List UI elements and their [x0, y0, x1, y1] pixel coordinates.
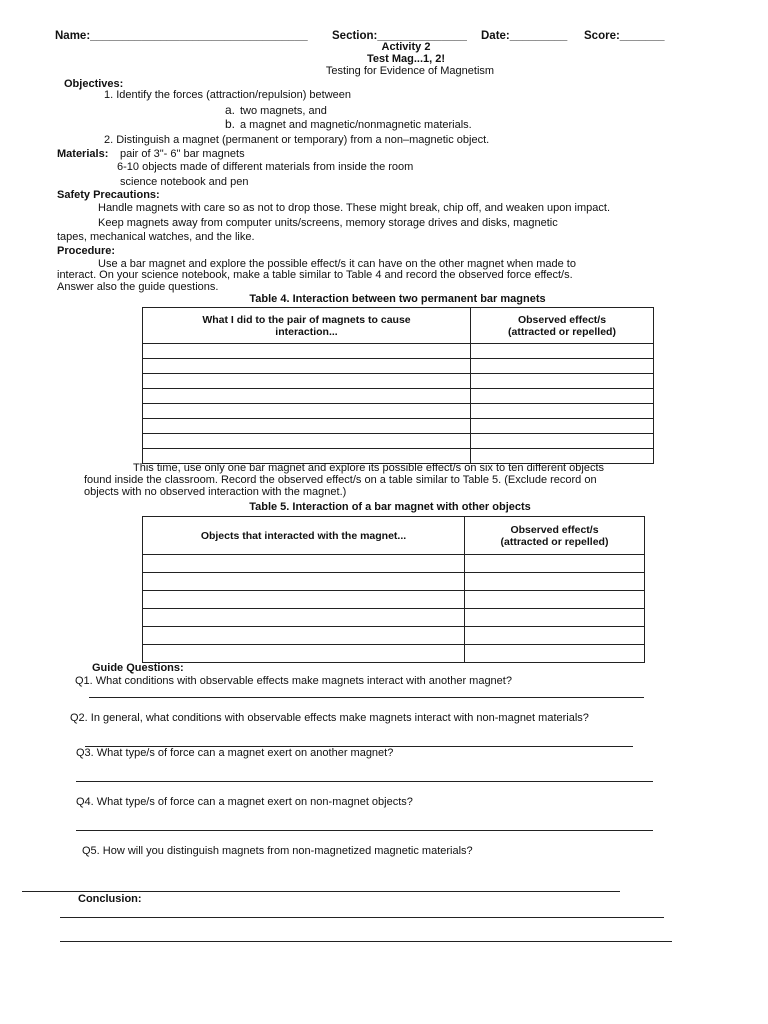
table4-cell[interactable] — [143, 389, 471, 404]
procedure-p1-line-3: Answer also the guide questions. — [57, 281, 219, 293]
table4-row — [143, 344, 654, 359]
table4-cell[interactable] — [471, 359, 654, 374]
table4-cell[interactable] — [143, 434, 471, 449]
table5-header-objects-label: Objects that interacted with the magnet... — [200, 529, 407, 542]
objectives-heading: Objectives: — [64, 78, 124, 90]
table4-row — [143, 404, 654, 419]
table4-cell[interactable] — [471, 434, 654, 449]
table4-header-action-line1: What I did to the pair of magnets to cause — [202, 313, 411, 326]
table5-row — [143, 609, 645, 627]
safety-line-2: Keep magnets away from computer units/screens, memory storage drives and disks, magnetic — [98, 217, 558, 229]
table4-header-effect-line1: Observed effect/s — [517, 313, 607, 326]
table4-header-action-line2: interaction... — [275, 325, 338, 338]
table5 — [142, 516, 645, 663]
table5-cell[interactable] — [465, 591, 645, 609]
objective-1b: a magnet and magnetic/nonmagnetic materials. — [240, 119, 472, 131]
table4-header-action — [143, 308, 471, 344]
objective-1a-marker: a. — [225, 103, 236, 117]
table5-header-objects — [143, 517, 465, 555]
table5-cell[interactable] — [465, 645, 645, 663]
table5-cell[interactable] — [465, 555, 645, 573]
date-field-label: Date:_________ — [481, 30, 568, 42]
answer-line-q1[interactable] — [89, 697, 644, 698]
question-5: Q5. How will you distinguish magnets from non-magnetized magnetic materials? — [82, 845, 473, 857]
answer-line-q3[interactable] — [76, 781, 653, 782]
table5-header-effect-line2: (attracted or repelled) — [500, 535, 609, 548]
objective-1: 1. Identify the forces (attraction/repulsion) between — [104, 89, 352, 101]
question-4: Q4. What type/s of force can a magnet exert on non-magnet objects? — [76, 796, 413, 808]
safety-line-1: Handle magnets with care so as not to drop those. These might break, chip off, and weaken upon impact. — [98, 202, 611, 214]
section-field-label: Section:______________ — [332, 30, 467, 42]
procedure-p2-line-2: found inside the classroom. Record the observed effect/s on a table similar to Table 5. (Exclude record on — [84, 474, 597, 486]
table5-row — [143, 627, 645, 645]
table4-cell[interactable] — [471, 419, 654, 434]
table4-row — [143, 419, 654, 434]
table4-cell[interactable] — [143, 374, 471, 389]
conclusion-line-2[interactable] — [60, 941, 672, 942]
table4-row — [143, 374, 654, 389]
table5-row — [143, 573, 645, 591]
table5-cell[interactable] — [143, 627, 465, 645]
question-2: Q2. In general, what conditions with observable effects make magnets interact with non-magnet materials? — [70, 712, 589, 724]
test-title: Test Mag...1, 2! — [366, 53, 446, 65]
name-field-label: Name:__________________________________ — [55, 30, 308, 42]
table5-cell[interactable] — [465, 627, 645, 645]
activity-title: Activity 2 — [381, 41, 431, 53]
objective-1b-marker: b. — [225, 117, 236, 131]
table5-caption: Table 5. Interaction of a bar magnet with other objects — [249, 501, 531, 513]
materials-line-2: 6-10 objects made of different materials from inside the room — [117, 161, 414, 173]
question-3: Q3. What type/s of force can a magnet exert on another magnet? — [76, 747, 394, 759]
table4 — [142, 307, 654, 464]
materials-heading: Materials: — [57, 148, 109, 160]
procedure-p2-line-3: objects with no observed interaction with the magnet.) — [84, 486, 347, 498]
table5-header-effect — [465, 517, 645, 555]
table5-cell[interactable] — [465, 573, 645, 591]
table5-cell[interactable] — [465, 609, 645, 627]
table4-cell[interactable] — [143, 419, 471, 434]
objective-1a: two magnets, and — [240, 105, 327, 117]
guide-questions-heading: Guide Questions: — [92, 662, 184, 674]
procedure-p1-line-1: Use a bar magnet and explore the possible effect/s it can have on the other magnet when made to — [98, 258, 576, 270]
procedure-p1-line-2: interact. On your science notebook, make a table similar to Table 4 and record the observed force effect/s. — [57, 269, 573, 281]
score-field-label: Score:_______ — [584, 30, 665, 42]
safety-line-3: tapes, mechanical watches, and the like. — [57, 231, 255, 243]
materials-line-1: pair of 3"- 6" bar magnets — [120, 148, 245, 160]
table5-header-effect-line1: Observed effect/s — [510, 523, 599, 536]
table5-cell[interactable] — [143, 573, 465, 591]
table4-cell[interactable] — [143, 404, 471, 419]
table5-cell[interactable] — [143, 609, 465, 627]
table5-row — [143, 555, 645, 573]
table4-cell[interactable] — [471, 404, 654, 419]
page-subtitle: Testing for Evidence of Magnetism — [325, 65, 495, 77]
table4-cell[interactable] — [143, 359, 471, 374]
table4-header-effect — [471, 308, 654, 344]
answer-line-q5[interactable] — [22, 891, 620, 892]
table5-cell[interactable] — [143, 591, 465, 609]
table4-row — [143, 389, 654, 404]
table5-cell[interactable] — [143, 555, 465, 573]
table4-caption: Table 4. Interaction between two permanent bar magnets — [249, 293, 546, 305]
table4-header-effect-line2: (attracted or repelled) — [508, 325, 616, 338]
table4-cell[interactable] — [143, 344, 471, 359]
table4-row — [143, 434, 654, 449]
safety-heading: Safety Precautions: — [57, 189, 160, 201]
materials-line-3: science notebook and pen — [120, 176, 249, 188]
objective-2: 2. Distinguish a magnet (permanent or temporary) from a non–magnetic object. — [104, 134, 490, 146]
conclusion-line-1[interactable] — [60, 917, 664, 918]
answer-line-q4[interactable] — [76, 830, 653, 831]
conclusion-heading: Conclusion: — [78, 893, 142, 905]
question-1: Q1. What conditions with observable effects make magnets interact with another magnet? — [75, 675, 512, 687]
procedure-p2-line-1: This time, use only one bar magnet and explore its possible effect/s on six to ten different objects — [133, 462, 605, 474]
procedure-heading: Procedure: — [57, 245, 116, 257]
table5-row — [143, 645, 645, 663]
table4-row — [143, 359, 654, 374]
table5-cell[interactable] — [143, 645, 465, 663]
table5-row — [143, 591, 645, 609]
table4-cell[interactable] — [471, 344, 654, 359]
table4-cell[interactable] — [471, 374, 654, 389]
table4-cell[interactable] — [471, 389, 654, 404]
